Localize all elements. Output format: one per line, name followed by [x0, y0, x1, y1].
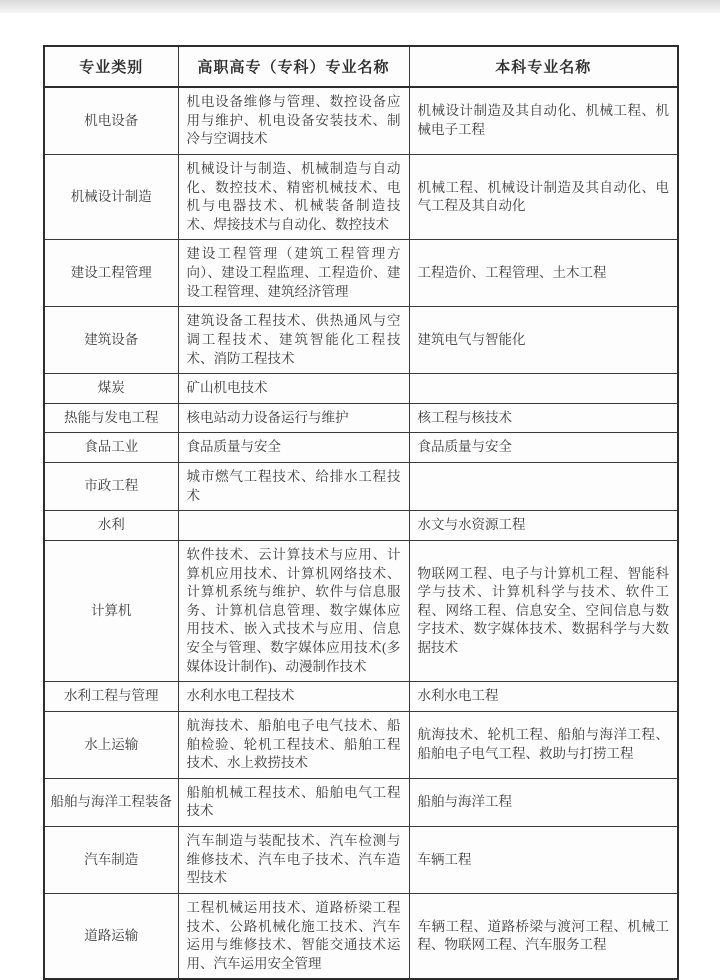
- vocational-majors-cell: 城市燃气工程技术、给排水工程技术: [178, 463, 409, 511]
- category-cell: 建筑设备: [44, 307, 178, 374]
- undergraduate-majors-cell: 工程造价、工程管理、土木工程: [409, 240, 678, 307]
- header-category: 专业类别: [44, 46, 178, 87]
- table-row: [44, 893, 678, 979]
- category-cell: 食品工业: [44, 433, 178, 463]
- table-row: [44, 240, 678, 307]
- table-row: [44, 154, 678, 240]
- table-row: [44, 711, 678, 778]
- table-header-row: [44, 46, 678, 87]
- undergraduate-majors-cell: 船舶与海洋工程: [409, 778, 678, 826]
- vocational-majors-cell: 汽车制造与装配技术、汽车检测与维修技术、汽车电子技术、汽车造型技术: [178, 827, 409, 894]
- category-cell: 煤炭: [44, 374, 178, 404]
- vocational-majors-cell: 工程机械运用技术、道路桥梁工程技术、公路机械化施工技术、汽车运用与维修技术、智能交通技术运用、汽车运用安全管理: [178, 893, 409, 979]
- header-undergraduate-majors: 本科专业名称: [409, 46, 678, 87]
- undergraduate-majors-cell: 物联网工程、电子与计算机工程、智能科学与技术、计算机科学与技术、软件工程、网络工程、信息安全、空间信息与数字技术、数字媒体技术、数据科学与大数据技术: [409, 540, 678, 681]
- category-cell: 道路运输: [44, 893, 178, 979]
- table-row: [44, 463, 678, 511]
- undergraduate-majors-cell: 车辆工程、道路桥梁与渡河工程、机械工程、物联网工程、汽车服务工程: [409, 893, 678, 979]
- table-row: [44, 511, 678, 541]
- table-header: [44, 46, 678, 87]
- category-cell: 汽车制造: [44, 827, 178, 894]
- document-page: [43, 45, 679, 980]
- category-cell: 水利: [44, 511, 178, 541]
- category-cell: 机电设备: [44, 87, 178, 154]
- undergraduate-majors-cell: [409, 463, 678, 511]
- undergraduate-majors-cell: 建筑电气与智能化: [409, 307, 678, 374]
- undergraduate-majors-cell: 水利水电工程: [409, 682, 678, 712]
- category-cell: 市政工程: [44, 463, 178, 511]
- table-row: [44, 87, 678, 154]
- category-cell: 计算机: [44, 540, 178, 681]
- undergraduate-majors-cell: 机械工程、机械设计制造及其自动化、电气工程及其自动化: [409, 154, 678, 240]
- undergraduate-majors-cell: 水文与水资源工程: [409, 511, 678, 541]
- table-row: [44, 682, 678, 712]
- undergraduate-majors-cell: 机械设计制造及其自动化、机械工程、机械电子工程: [409, 87, 678, 154]
- undergraduate-majors-cell: [409, 374, 678, 404]
- page-top-shade: [0, 0, 720, 13]
- vocational-majors-cell: 核电站动力设备运行与维护: [178, 403, 409, 433]
- vocational-majors-cell: 船舶机械工程技术、船舶电气工程技术: [178, 778, 409, 826]
- vocational-majors-cell: 航海技术、船舶电子电气技术、船舶检验、轮机工程技术、船舶工程技术、水上救捞技术: [178, 711, 409, 778]
- vocational-majors-cell: 水利水电工程技术: [178, 682, 409, 712]
- undergraduate-majors-cell: 车辆工程: [409, 827, 678, 894]
- table-row: [44, 433, 678, 463]
- table-row: [44, 403, 678, 433]
- vocational-majors-cell: 矿山机电技术: [178, 374, 409, 404]
- table-row: [44, 778, 678, 826]
- table-row: [44, 540, 678, 681]
- table-row: [44, 827, 678, 894]
- category-cell: 水利工程与管理: [44, 682, 178, 712]
- vocational-majors-cell: 机械设计与制造、机械制造与自动化、数控技术、精密机械技术、电机与电器技术、机械装备制造技术、焊接技术与自动化、数控技术: [178, 154, 409, 240]
- category-cell: 机械设计制造: [44, 154, 178, 240]
- vocational-majors-cell: 软件技术、云计算技术与应用、计算机应用技术、计算机网络技术、计算机系统与维护、软件与信息服务、计算机信息管理、数字媒体应用技术、嵌入式技术与应用、信息安全与管理、数字媒体应用技术(多媒体设计制作)、动漫制作技术: [178, 540, 409, 681]
- table-row: [44, 307, 678, 374]
- category-cell: 水上运输: [44, 711, 178, 778]
- undergraduate-majors-cell: 核工程与核技术: [409, 403, 678, 433]
- category-cell: 船舶与海洋工程装备: [44, 778, 178, 826]
- table-row: [44, 374, 678, 404]
- vocational-majors-cell: 食品质量与安全: [178, 433, 409, 463]
- table-body: [44, 87, 678, 979]
- category-cell: 建设工程管理: [44, 240, 178, 307]
- vocational-majors-cell: 建筑设备工程技术、供热通风与空调工程技术、建筑智能化工程技术、消防工程技术: [178, 307, 409, 374]
- vocational-majors-cell: [178, 511, 409, 541]
- vocational-majors-cell: 机电设备维修与管理、数控设备应用与维护、机电设备安装技术、制冷与空调技术: [178, 87, 409, 154]
- undergraduate-majors-cell: 航海技术、轮机工程、船舶与海洋工程、船舶电子电气工程、救助与打捞工程: [409, 711, 678, 778]
- undergraduate-majors-cell: 食品质量与安全: [409, 433, 678, 463]
- category-cell: 热能与发电工程: [44, 403, 178, 433]
- vocational-majors-cell: 建设工程管理（建筑工程管理方向）、建设工程监理、工程造价、建设工程管理、建筑经济管理: [178, 240, 409, 307]
- header-vocational-majors: 高职高专（专科）专业名称: [178, 46, 409, 87]
- major-mapping-table: [43, 45, 679, 980]
